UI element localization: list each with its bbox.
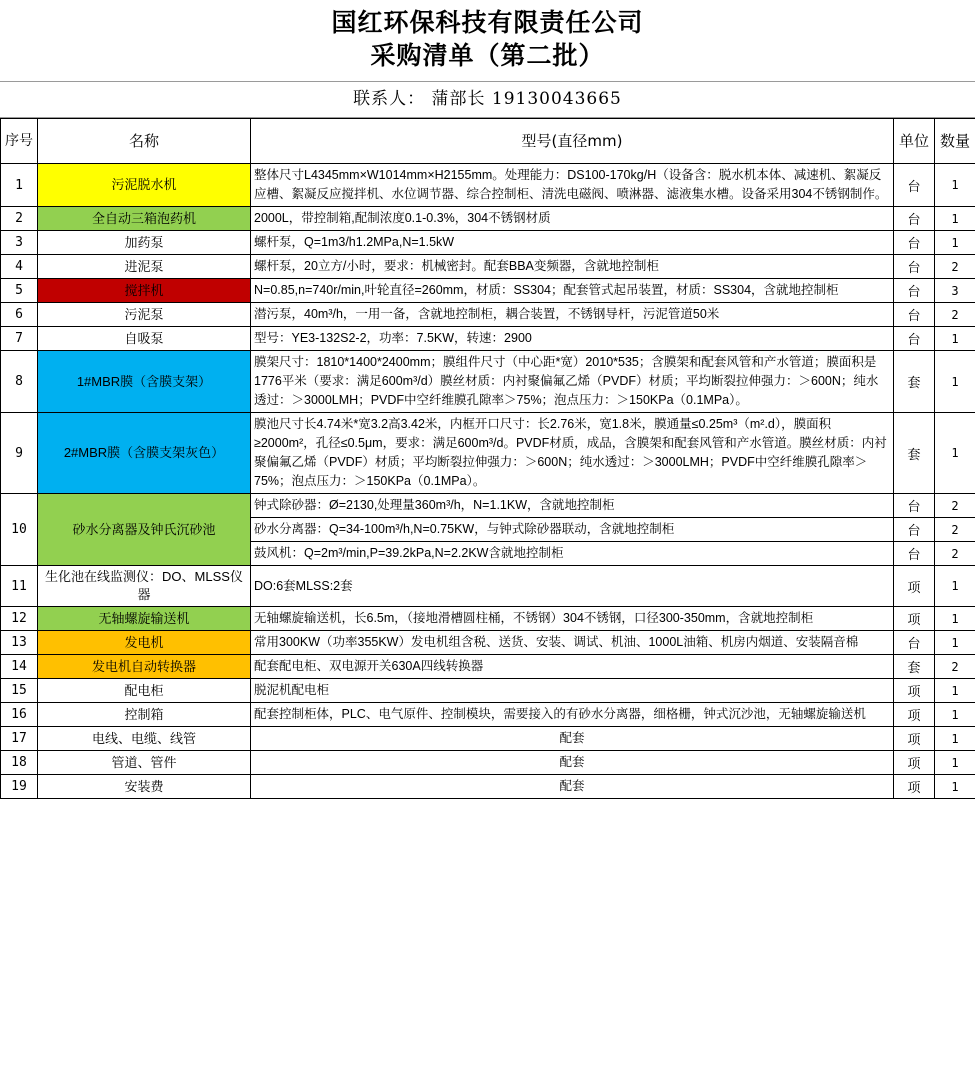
row-unit-cell: 套 [894,655,935,679]
row-qty-cell: 1 [935,775,975,799]
table-row [1,631,975,655]
row-index-cell: 1 [1,164,38,207]
row-spec-cell: 型号：YE3-132S2-2，功率：7.5KW，转速：2900 [251,327,894,351]
table-row [1,494,975,518]
row-name-cell: 污泥脱水机 [38,164,251,207]
row-name-cell: 电线、电缆、线管 [38,727,251,751]
row-unit-cell: 台 [894,518,935,542]
row-name-cell: 2#MBR膜（含膜支架灰色） [38,413,251,494]
row-spec-cell: 砂水分离器：Q=34-100m³/h,N=0.75KW，与钟式除砂器联动，含就地控制柜 [251,518,894,542]
row-qty-cell: 1 [935,631,975,655]
row-spec-cell: 配套 [251,775,894,799]
row-qty-cell: 1 [935,566,975,607]
row-qty-cell: 1 [935,327,975,351]
table-header-row [1,119,975,164]
row-index-cell: 13 [1,631,38,655]
row-unit-cell: 台 [894,207,935,231]
row-qty-cell: 2 [935,494,975,518]
row-unit-cell: 套 [894,351,935,413]
table-row [1,679,975,703]
row-unit-cell: 台 [894,255,935,279]
column-header-spec: 型号(直径mm) [251,119,894,164]
row-name-cell: 自吸泵 [38,327,251,351]
row-index-cell: 14 [1,655,38,679]
row-qty-cell: 1 [935,679,975,703]
column-header-index: 序号 [1,119,38,164]
row-spec-cell: DO:6套MLSS:2套 [251,566,894,607]
row-name-cell: 控制箱 [38,703,251,727]
column-header-qty: 数量 [935,119,975,164]
row-index-cell: 7 [1,327,38,351]
row-unit-cell: 台 [894,279,935,303]
row-spec-cell: 潜污泵，40m³/h，一用一备，含就地控制柜，耦合装置，不锈钢导杆，污泥管道50米 [251,303,894,327]
row-unit-cell: 台 [894,327,935,351]
row-name-cell: 污泥泵 [38,303,251,327]
row-qty-cell: 2 [935,542,975,566]
table-row [1,351,975,413]
row-unit-cell: 套 [894,413,935,494]
row-qty-cell: 1 [935,703,975,727]
table-row [1,655,975,679]
contact-row [0,82,975,118]
row-spec-cell: 整体尺寸L4345mm×W1014mm×H2155mm。处理能力：DS100-170kg/H（设备含：脱水机本体、减速机、絮凝反应槽、絮凝反应搅拌机、水位调节器、综合控制柜、清洗电磁阀、喷淋器、滤液集水槽。设备采用304不锈钢制作。 [251,164,894,207]
row-spec-cell: 螺杆泵，Q=1m3/h1.2MPa,N=1.5kW [251,231,894,255]
row-name-cell: 管道、管件 [38,751,251,775]
row-name-cell: 发电机自动转换器 [38,655,251,679]
row-name-cell: 安装费 [38,775,251,799]
row-unit-cell: 项 [894,751,935,775]
row-unit-cell: 项 [894,727,935,751]
table-row [1,231,975,255]
column-header-unit: 单位 [894,119,935,164]
row-qty-cell: 3 [935,279,975,303]
row-unit-cell: 台 [894,164,935,207]
row-spec-cell: 脱泥机配电柜 [251,679,894,703]
table-row [1,727,975,751]
row-name-cell: 无轴螺旋输送机 [38,607,251,631]
row-spec-cell: N=0.85,n=740r/min,叶轮直径=260mm，材质：SS304；配套管式起吊装置，材质：SS304，含就地控制柜 [251,279,894,303]
row-spec-cell: 膜架尺寸：1810*1400*2400mm；膜组件尺寸（中心距*宽）2010*535；含膜架和配套风管和产水管道；膜面积是1776平米（要求：满足600m³/d）膜丝材质：内衬聚偏氟乙烯（PVDF）材质；平均断裂拉伸强力：＞600N；纯水透过：＞3000LMH；PVDF中空纤维膜孔隙率＞75%；泡点压力：＞150KPa（0.1MPa）。 [251,351,894,413]
table-row [1,327,975,351]
row-unit-cell: 项 [894,566,935,607]
table-row [1,775,975,799]
row-qty-cell: 1 [935,607,975,631]
row-qty-cell: 2 [935,303,975,327]
row-index-cell: 16 [1,703,38,727]
row-name-cell: 发电机 [38,631,251,655]
row-name-cell: 搅拌机 [38,279,251,303]
row-index-cell: 4 [1,255,38,279]
row-qty-cell: 1 [935,751,975,775]
table-body [1,164,975,799]
row-spec-cell: 配套 [251,727,894,751]
company-title: 国红环保科技有限责任公司 [331,8,644,37]
row-unit-cell: 台 [894,542,935,566]
row-unit-cell: 台 [894,303,935,327]
row-name-cell: 生化池在线监测仪：DO、MLSS仪器 [38,566,251,607]
row-index-cell: 11 [1,566,38,607]
row-name-cell: 加药泵 [38,231,251,255]
row-index-cell: 10 [1,494,38,566]
row-unit-cell: 项 [894,775,935,799]
row-index-cell: 2 [1,207,38,231]
row-index-cell: 17 [1,727,38,751]
row-qty-cell: 2 [935,518,975,542]
purchase-items-table [0,118,975,799]
table-row [1,164,975,207]
row-name-cell: 配电柜 [38,679,251,703]
row-name-cell: 1#MBR膜（含膜支架） [38,351,251,413]
row-spec-cell: 膜池尺寸长4.74米*宽3.2高3.42米，内框开口尺寸：长2.76米，宽1.8米，膜通量≤0.25m³（m².d），膜面积≥2000m²，孔径≤0.5μm，要求：满足600m³/d。PVDF材质，成品，含膜架和配套风管和产水管道。膜丝材质：内衬聚偏氟乙烯（PVDF）材质；平均断裂拉伸强力：＞600N；纯水透过：＞3000LMH；PVDF中空纤维膜孔隙率＞75%；泡点压力：＞150KPa（0.1MPa）。 [251,413,894,494]
row-unit-cell: 台 [894,231,935,255]
row-index-cell: 15 [1,679,38,703]
page-title: 采购清单（第二批） [370,41,605,70]
row-spec-cell: 鼓风机：Q=2m³/min,P=39.2kPa,N=2.2KW含就地控制柜 [251,542,894,566]
row-name-cell: 砂水分离器及钟氏沉砂池 [38,494,251,566]
table-row [1,413,975,494]
row-unit-cell: 项 [894,703,935,727]
table-row [1,566,975,607]
row-spec-cell: 常用300KW（功率355KW）发电机组含税、送货、安装、调试、机油、1000L油箱、机房内烟道、安装隔音棉 [251,631,894,655]
row-name-cell: 全自动三箱泡药机 [38,207,251,231]
table-row [1,279,975,303]
document-header [0,0,975,82]
row-spec-cell: 配套控制柜体，PLC、电气原件、控制模块，需要接入的有砂水分离器，细格栅，钟式沉沙池，无轴螺旋输送机 [251,703,894,727]
table-row [1,703,975,727]
table-row [1,303,975,327]
row-index-cell: 8 [1,351,38,413]
row-spec-cell: 配套配电柜、双电源开关630A四线转换器 [251,655,894,679]
contact-person-phone: 联系人： 蒲部长 19130043665 [353,89,622,109]
row-qty-cell: 1 [935,207,975,231]
row-qty-cell: 1 [935,351,975,413]
row-qty-cell: 1 [935,727,975,751]
row-spec-cell: 2000L，带控制箱,配制浓度0.1-0.3%，304不锈钢材质 [251,207,894,231]
row-spec-cell: 无轴螺旋输送机，长6.5m，（接地滑槽圆柱桶，不锈钢）304不锈钢，口径300-350mm，含就地控制柜 [251,607,894,631]
row-index-cell: 9 [1,413,38,494]
table-row [1,207,975,231]
row-qty-cell: 1 [935,164,975,207]
row-index-cell: 12 [1,607,38,631]
table-header [1,119,975,164]
row-qty-cell: 1 [935,413,975,494]
table-row [1,751,975,775]
row-qty-cell: 2 [935,655,975,679]
row-name-cell: 进泥泵 [38,255,251,279]
row-spec-cell: 配套 [251,751,894,775]
row-index-cell: 3 [1,231,38,255]
row-index-cell: 6 [1,303,38,327]
row-spec-cell: 钟式除砂器：Ø=2130,处理量360m³/h，N=1.1KW，含就地控制柜 [251,494,894,518]
row-index-cell: 5 [1,279,38,303]
row-unit-cell: 台 [894,494,935,518]
row-unit-cell: 台 [894,631,935,655]
row-index-cell: 18 [1,751,38,775]
row-unit-cell: 项 [894,607,935,631]
row-unit-cell: 项 [894,679,935,703]
row-spec-cell: 螺杆泵，20立方/小时，要求：机械密封。配套BBA变频器，含就地控制柜 [251,255,894,279]
row-qty-cell: 1 [935,231,975,255]
table-row [1,255,975,279]
table-row [1,607,975,631]
column-header-name: 名称 [38,119,251,164]
row-index-cell: 19 [1,775,38,799]
row-qty-cell: 2 [935,255,975,279]
